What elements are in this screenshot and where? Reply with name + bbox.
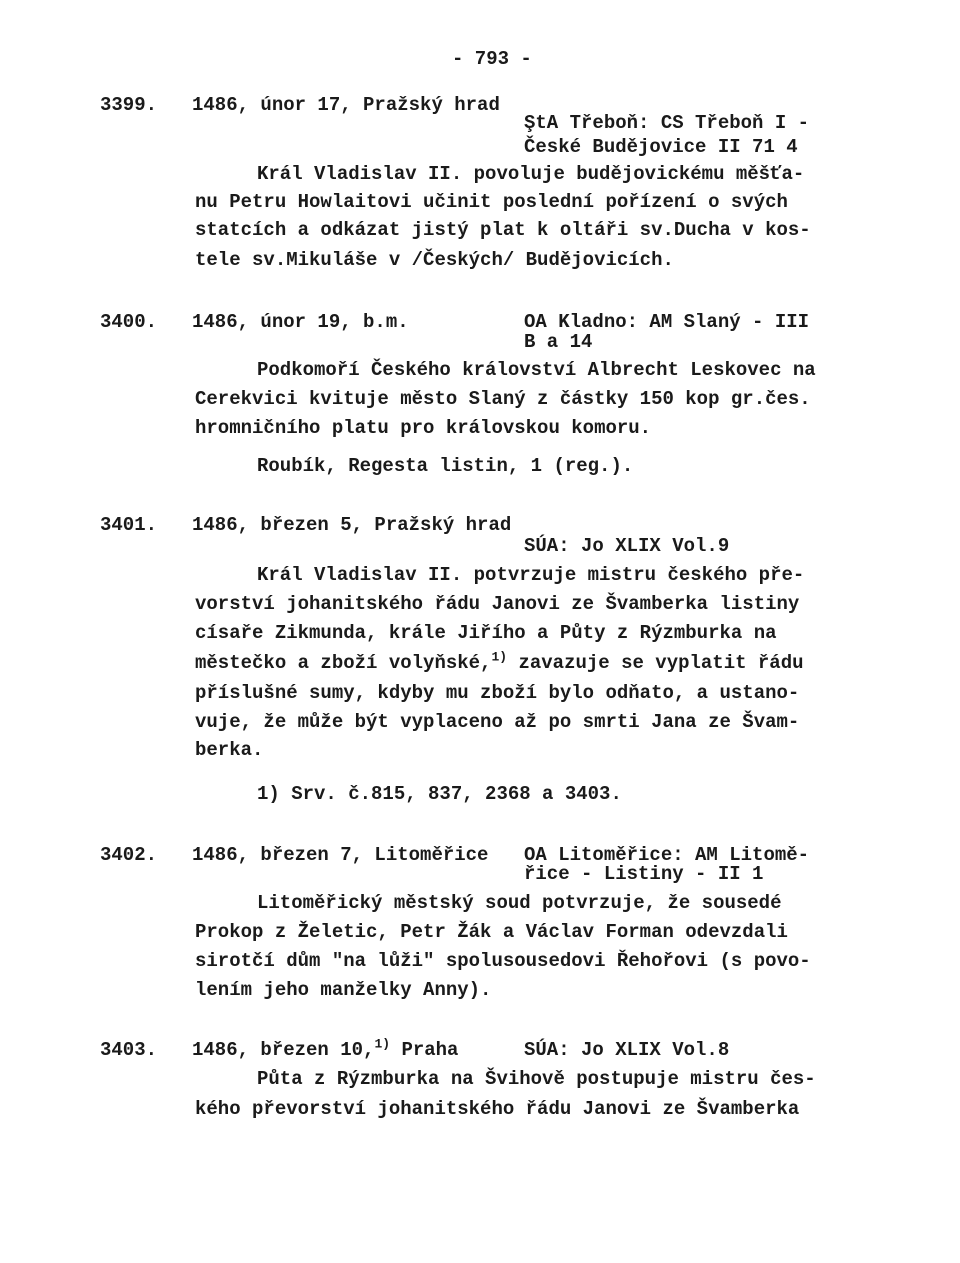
entry-text-line: Prokop z Želetic, Petr Žák a Václav Forman odevzdali [195, 921, 788, 943]
entry-text-line: příslušné sumy, kdyby mu zboží bylo odňato, a ustano- [195, 682, 800, 704]
entry-number: 3403. [100, 1039, 158, 1061]
entry-text-line: Podkomoří Českého království Albrecht Leskovec na [257, 359, 816, 381]
entry-header: 1486, únor 19, b.m. [192, 311, 409, 333]
entry-text-line: vorství johanitského řádu Janovi ze Švamberka listiny [195, 593, 800, 615]
entry-text-line: sirotčí dům "na lůži" spolusousedovi Řehořovi (s povo- [195, 950, 811, 972]
entry-text-line: městečko a zboží volyňské,$^{1)}$ zavazuje se vyplatit řádu [195, 649, 804, 674]
entry-text-line: nu Petru Howlaitovi učinit poslední pořízení o svých [195, 191, 788, 213]
entry-text-line: vuje, že může být vyplaceno až po smrti Jana ze Švam- [195, 711, 800, 733]
entry-text-line: lením jeho manželky Anny). [195, 979, 492, 1001]
entry-source-line: B a 14 [524, 331, 593, 353]
entry-source-line: OA Kladno: AM Slaný - III [524, 311, 810, 333]
entry-source-line: SÚA: Jo XLIX Vol.9 [524, 535, 730, 557]
entry-header: 1486, únor 17, Pražský hrad [192, 94, 500, 116]
entry-header: 1486, březen 10,$^{1)}$ Praha [192, 1036, 459, 1061]
entry-text-line: tele sv.Mikuláše v /Českých/ Budějovicích. [195, 249, 674, 271]
entry-source-line: OA Litoměřice: AM Litomě- [524, 844, 810, 866]
entry-source-line: České Budějovice II 71 4 [524, 136, 798, 158]
entry-number: 3399. [100, 94, 158, 116]
entry-header: 1486, březen 7, Litoměřice [192, 844, 489, 866]
entry-number: 3402. [100, 844, 158, 866]
entry-number: 3400. [100, 311, 158, 333]
entry-footnote: 1) Srv. č.815, 837, 2368 a 3403. [257, 783, 622, 805]
entry-source-line: ŞtA Třeboň: CS Třeboň I - [524, 112, 810, 134]
entry-source-line: SÚA: Jo XLIX Vol.8 [524, 1039, 730, 1061]
entry-number: 3401. [100, 514, 158, 536]
entry-header: 1486, březen 5, Pražský hrad [192, 514, 512, 536]
entry-text-line: hromničního platu pro královskou komoru. [195, 417, 652, 439]
entry-text-line: Král Vladislav II. potvrzuje mistru českého pře- [257, 564, 805, 586]
entry-text-line: berka. [195, 739, 264, 761]
entry-reference: Roubík, Regesta listin, 1 (reg.). [257, 455, 634, 477]
entry-source-line: řice - Listiny - II 1 [524, 863, 764, 885]
entry-text-line: Litoměřický městský soud potvrzuje, že sousedé [257, 892, 782, 914]
entry-text-line: statcích a odkázat jistý plat k oltáři sv.Ducha v kos- [195, 219, 811, 241]
entry-text-line: kého převorství johanitského řádu Janovi ze Švamberka [195, 1098, 800, 1120]
entry-text-line: Král Vladislav II. povoluje budějovickému měšťa- [257, 163, 805, 185]
footnote-marker: 1) [374, 1036, 391, 1052]
entry-text-line: císaře Zikmunda, krále Jiřího a Půty z Rýzmburka na [195, 622, 777, 644]
entry-text-line: Cerekvici kvituje město Slaný z částky 150 kop gr.čes. [195, 388, 811, 410]
footnote-marker: 1) [491, 649, 508, 665]
entry-text-line: Půta z Rýzmburka na Švihově postupuje mistru čes- [257, 1068, 816, 1090]
page-number: - 793 - [452, 48, 532, 70]
